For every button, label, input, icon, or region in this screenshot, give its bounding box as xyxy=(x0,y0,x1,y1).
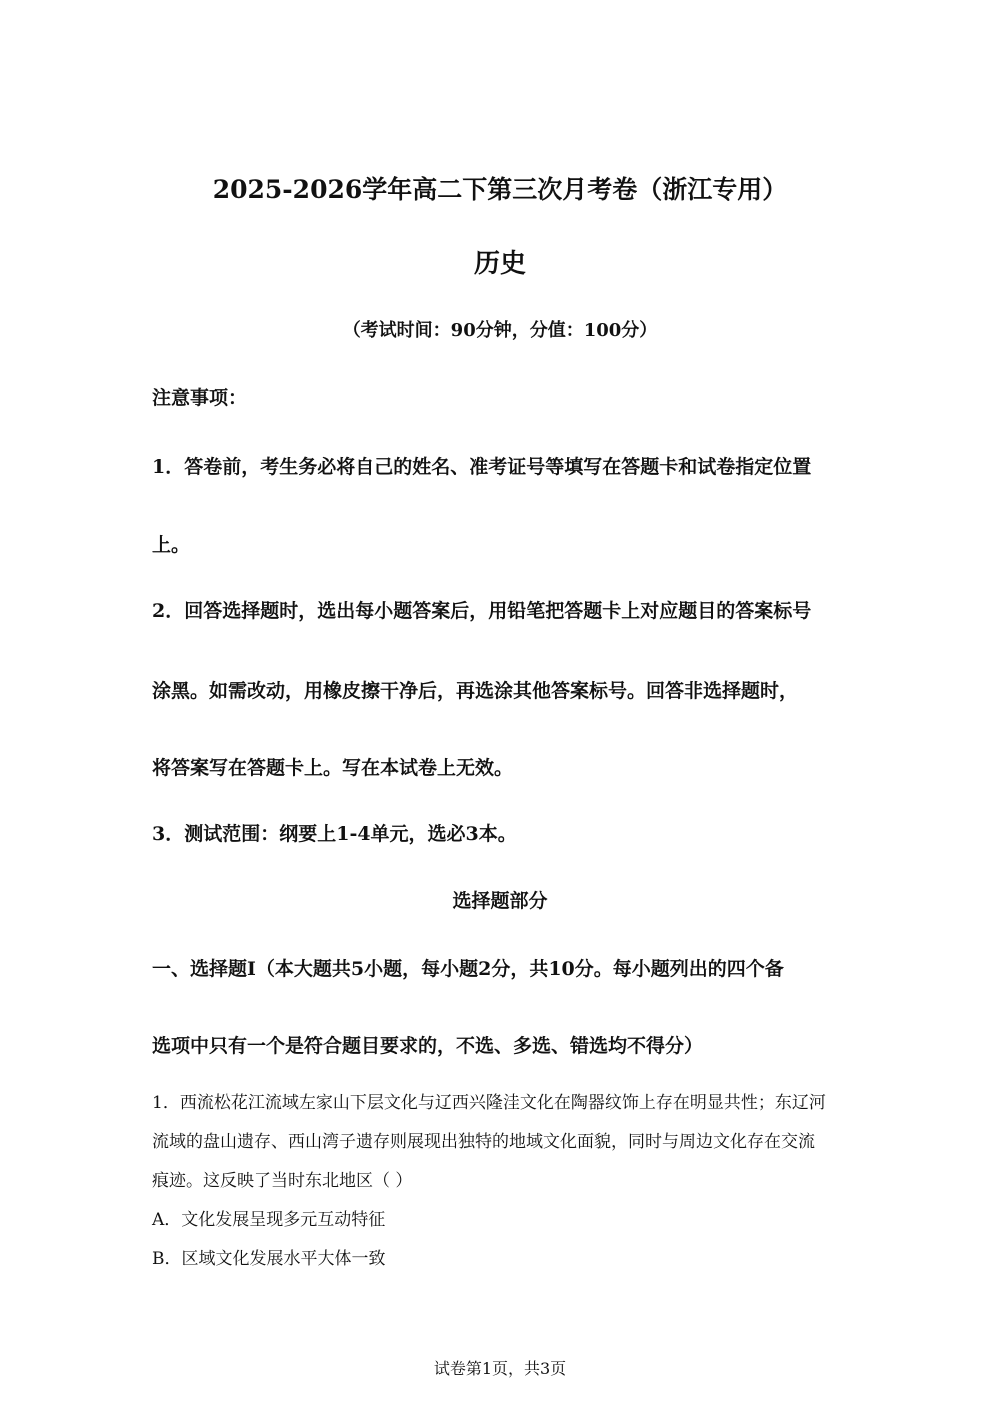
notice-item-1-line-2: 上。 xyxy=(152,534,191,556)
subject-title: 历史 xyxy=(473,249,526,279)
question-1-line-3: 痕迹。这反映了当时东北地区（ ） xyxy=(152,1171,413,1191)
notice-heading: 注意事项： xyxy=(152,387,248,409)
notice-item-2-line-1: 2．回答选择题时，选出每小题答案后，用铅笔把答题卡上对应题目的答案标号 xyxy=(152,600,812,622)
notice-item-2-line-3: 将答案写在答题卡上。写在本试卷上无效。 xyxy=(152,757,514,779)
question-1-line-2: 流域的盘山遗存、西山湾子遗存则展现出独特的地域文化面貌，同时与周边文化存在交流 xyxy=(152,1132,815,1152)
notice-item-2-line-2: 涂黑。如需改动，用橡皮擦干净后，再选涂其他答案标号。回答非选择题时， xyxy=(152,680,799,702)
question-1-option-b: B．区域文化发展水平大体一致 xyxy=(152,1249,386,1269)
notice-item-3: 3．测试范围：纲要上1-4单元，选必3本。 xyxy=(152,823,517,845)
exam-title: 2025-2026学年高二下第三次月考卷（浙江专用） xyxy=(212,175,788,204)
page-footer: 试卷第1页，共3页 xyxy=(433,1359,567,1378)
question-1-option-a: A．文化发展呈现多元互动特征 xyxy=(152,1210,386,1230)
notice-item-1-line-1: 1．答卷前，考生务必将自己的姓名、准考证号等填写在答题卡和试卷指定位置 xyxy=(152,456,812,478)
exam-info: （考试时间：90分钟，分值：100分） xyxy=(342,320,658,341)
section-title: 选择题部分 xyxy=(452,890,548,912)
question-1-line-1: 1．西流松花江流域左家山下层文化与辽西兴隆洼文化在陶器纹饰上存在明显共性；东辽河 xyxy=(152,1093,826,1113)
part1-instructions-line-2: 选项中只有一个是符合题目要求的，不选、多选、错选均不得分） xyxy=(152,1035,704,1057)
part1-instructions-line-1: 一、选择题I（本大题共5小题，每小题2分，共10分。每小题列出的四个备 xyxy=(152,958,784,980)
